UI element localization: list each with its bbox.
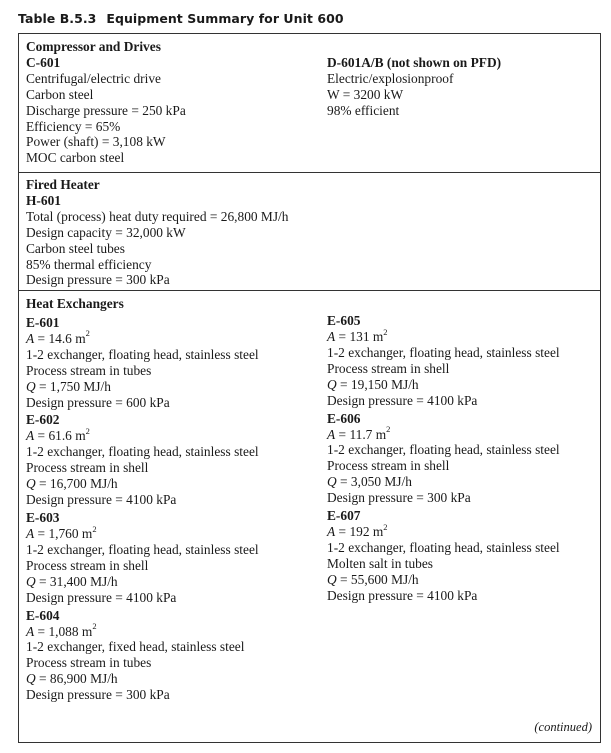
exchanger-right-column [327,313,560,606]
duty-line [26,379,259,395]
exchanger-item [327,313,560,409]
equipment-tag: E-605 [327,313,361,328]
duty-value: 3,050 MJ/h [350,474,412,490]
duty-line [26,574,259,590]
section-heading: Fired Heater [26,177,100,192]
squared-exponent: 2 [383,521,388,532]
duty-variable: Q [26,378,36,394]
design-pressure: Design pressure = 300 kPa [327,490,471,506]
equipment-tag: E-604 [26,607,60,623]
area-value: 131 m [349,329,384,344]
squared-exponent: 2 [386,424,391,435]
heater-section [19,173,600,291]
spec-line: 98% efficient [327,102,400,118]
area-line [26,523,259,542]
duty-line [327,474,560,490]
equals-sign: = [335,524,350,540]
exchanger-item [327,508,560,604]
area-variable: A [26,525,35,541]
area-line [26,328,259,347]
equals-sign: = [34,525,49,541]
squared-exponent: 2 [92,523,97,534]
duty-variable: Q [26,671,36,687]
squared-exponent: 2 [383,326,388,337]
duty-variable: Q [327,571,337,587]
area-variable: A [26,623,35,639]
spec-line: Carbon steel [26,86,94,102]
equipment-table [18,33,601,743]
area-value: 1,088 m [48,623,93,639]
spec-line: Electric/explosionproof [327,70,454,86]
exchanger-section [19,292,600,742]
area-value: 61.6 m [48,428,86,444]
exchanger-type: 1-2 exchanger, floating head, stainless steel [327,344,560,360]
duty-value: 1,750 MJ/h [49,378,111,394]
spec-line: Design pressure = 300 kPa [26,272,170,288]
stream-location: Process stream in shell [327,458,450,474]
duty-variable: Q [327,376,337,392]
spec-line: Power (shaft) = 3,108 kW [26,134,166,150]
equals-sign: = [35,476,50,492]
area-line [327,326,560,345]
equals-sign: = [336,376,351,392]
exchanger-type: 1-2 exchanger, fixed head, stainless steel [26,639,245,655]
exchanger-type: 1-2 exchanger, floating head, stainless steel [26,346,259,362]
area-variable: A [327,426,336,442]
compressor-right-column [327,55,501,119]
continued-note: (continued) [534,720,592,734]
area-value: 11.7 m [349,426,387,442]
exchanger-left-column [26,296,259,705]
spec-line: Design capacity = 32,000 kW [26,224,186,240]
exchanger-item [26,315,259,411]
equipment-tag: D-601A/B (not shown on PFD) [327,54,502,70]
squared-exponent: 2 [85,328,90,339]
spec-line: Centrifugal/electric drive [26,70,161,86]
design-pressure: Design pressure = 4100 kPa [26,492,177,508]
area-line [26,621,259,640]
equals-sign: = [335,329,350,344]
equipment-tag: E-601 [26,314,60,330]
equipment-tag: H-601 [26,192,61,208]
spec-line: Efficiency = 65% [26,118,121,134]
spec-line: 85% thermal efficiency [26,256,152,272]
squared-exponent: 2 [85,425,90,436]
area-value: 1,760 m [48,525,93,541]
table-caption [18,11,344,26]
equipment-tag: E-607 [327,508,361,524]
stream-location: Process stream in shell [327,360,450,376]
design-pressure: Design pressure = 4100 kPa [26,589,177,605]
area-line [26,425,259,444]
equals-sign: = [35,671,50,687]
stream-location: Process stream in shell [26,460,149,476]
equals-sign: = [336,571,351,587]
area-variable: A [26,330,35,346]
equipment-tag: E-602 [26,412,60,428]
design-pressure: Design pressure = 4100 kPa [327,392,478,408]
area-variable: A [327,329,336,344]
equals-sign: = [336,474,351,490]
area-line [327,424,560,443]
duty-variable: Q [26,476,36,492]
duty-value: 19,150 MJ/h [350,376,419,392]
heater-column [26,177,288,288]
area-value: 192 m [349,524,384,540]
equals-sign: = [34,330,49,346]
exchanger-item [26,510,259,606]
duty-line [327,377,560,393]
section-heading: Heat Exchangers [26,296,124,311]
area-variable: A [26,428,35,444]
duty-value: 86,900 MJ/h [49,671,118,687]
exchanger-item [26,412,259,508]
table-number: Table B.5.3 [18,11,97,26]
spec-line: W = 3200 kW [327,86,404,102]
design-pressure: Design pressure = 600 kPa [26,394,170,410]
duty-variable: Q [26,573,36,589]
exchanger-type: 1-2 exchanger, floating head, stainless steel [327,442,560,458]
exchanger-item [327,411,560,507]
duty-value: 16,700 MJ/h [49,476,118,492]
equals-sign: = [335,426,350,442]
spec-line: Total (process) heat duty required = 26,800 MJ/h [26,208,289,224]
equipment-tag: C-601 [26,54,61,70]
equipment-tag: E-603 [26,509,60,525]
duty-value: 55,600 MJ/h [350,571,419,587]
exchanger-item [26,608,259,704]
section-heading: Compressor and Drives [26,39,161,54]
equals-sign: = [35,573,50,589]
duty-line [26,671,259,687]
design-pressure: Design pressure = 4100 kPa [327,587,478,603]
duty-line [327,572,560,588]
squared-exponent: 2 [92,621,97,632]
area-variable: A [327,524,336,540]
exchanger-type: 1-2 exchanger, floating head, stainless steel [26,541,259,557]
area-line [327,521,560,540]
spec-line: Carbon steel tubes [26,240,125,256]
compressor-section [19,34,600,173]
equipment-tag: E-606 [327,410,361,426]
table-title: Equipment Summary for Unit 600 [106,11,344,26]
stream-location: Molten salt in tubes [327,555,434,571]
spec-line: MOC carbon steel [26,150,125,166]
compressor-left-column [26,39,186,166]
exchanger-type: 1-2 exchanger, floating head, stainless steel [26,444,259,460]
stream-location: Process stream in tubes [26,362,152,378]
duty-line [26,476,259,492]
duty-variable: Q [327,474,337,490]
stream-location: Process stream in tubes [26,655,152,671]
stream-location: Process stream in shell [26,557,149,573]
equals-sign: = [34,623,49,639]
equals-sign: = [34,428,49,444]
design-pressure: Design pressure = 300 kPa [26,687,170,703]
spec-line: Discharge pressure = 250 kPa [26,102,186,118]
equals-sign: = [35,378,50,394]
duty-value: 31,400 MJ/h [49,573,118,589]
area-value: 14.6 m [48,330,86,346]
exchanger-type: 1-2 exchanger, floating head, stainless steel [327,539,560,555]
